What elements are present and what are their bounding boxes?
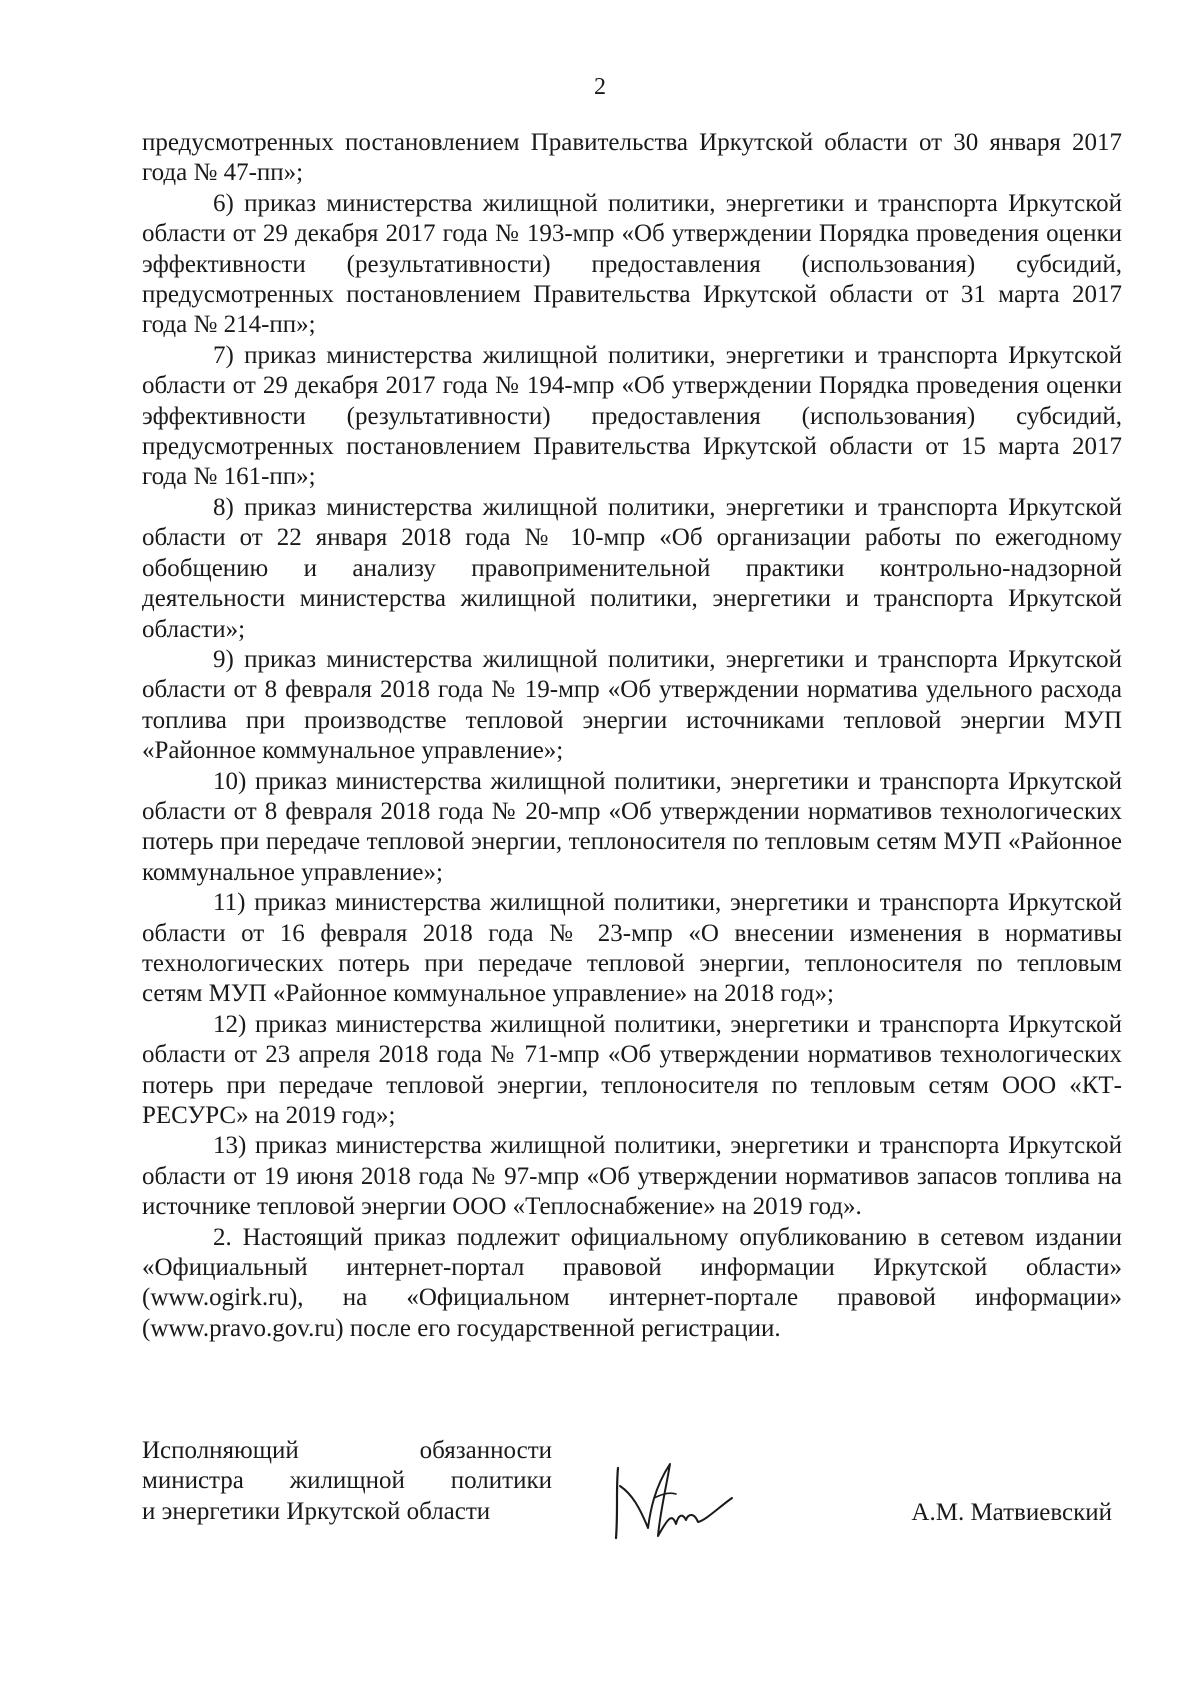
signer-position-line: Исполняющий обязанности — [142, 1437, 552, 1464]
paragraph-item-13: 13) приказ министерства жилищной политики, энергетики и транспорта Иркутской области от 19 июня 2018 года № 97-мпр «Об утверждении нормативов запасов топлива на источнике тепловой энергии ООО «Теплоснабжение» на 2019 год». — [142, 1132, 1122, 1221]
handwritten-signature — [610, 1458, 740, 1548]
paragraph-item-11: 11) приказ министерства жилищной политики, энергетики и транспорта Иркутской области от 16 февраля 2018 года № 23-мпр «О внесении изменения в нормативы технологических потерь при передаче тепловой энергии, теплоносителя по тепловым сетям МУП «Районное коммунальное управление» на 2018 год»; — [142, 889, 1122, 1008]
signer-position-line: и энергетики Иркутской области — [142, 1497, 491, 1525]
paragraph-item-10: 10) приказ министерства жилищной политики, энергетики и транспорта Иркутской области от 8 февраля 2018 года № 20-мпр «Об утверждении нормативов технологических потерь при передаче тепловой энергии, теплоносителя по тепловым сетям МУП «Районное коммунальное управление»; — [142, 767, 1122, 886]
paragraph-item-7: 7) приказ министерства жилищной политики, энергетики и транспорта Иркутской области от 29 декабря 2017 года № 194-мпр «Об утверждении Порядка проведения оценки эффективности (результативности) предоставления (использования) субсидий, предусмотренных постановлением Правительства Иркутской области от 15 марта 2017 года № 161-пп»; — [142, 341, 1122, 491]
paragraph-item-8: 8) приказ министерства жилищной политики, энергетики и транспорта Иркутской области от 22 января 2018 года № 10-мпр «Об организации работы по ежегодному обобщению и анализу правоприменительной практики контрольно-надзорной деятельности министерства жилищной политики, энергетики и транспорта Иркутской области»; — [142, 493, 1122, 643]
paragraph-item-6: 6) приказ министерства жилищной политики, энергетики и транспорта Иркутской области от 29 декабря 2017 года № 193-мпр «Об утверждении Порядка проведения оценки эффективности (результативности) предоставления (использования) субсидий, предусмотренных постановлением Правительства Иркутской области от 31 марта 2017 года № 214-пп»; — [142, 189, 1122, 339]
signer-position — [142, 1436, 552, 1527]
document-body — [142, 128, 1122, 1344]
paragraph-section-2: 2. Настоящий приказ подлежит официальному опубликованию в сетевом издании «Официальный интернет-портал правовой информации Иркутской области» (www.ogirk.ru), на «Официальном интернет-портале правовой информации» (www.pravo.gov.ru) после его государственной регистрации. — [142, 1223, 1122, 1342]
page-number: 2 — [594, 74, 606, 100]
paragraph-continuation: предусмотренных постановлением Правительства Иркутской области от 30 января 2017 года № 47-пп»; — [142, 129, 1122, 187]
signature-block — [142, 1436, 1122, 1576]
signer-name: А.М. Матвиевский — [911, 1499, 1112, 1526]
signer-position-line: министра жилищной политики — [142, 1467, 552, 1495]
paragraph-item-12: 12) приказ министерства жилищной политики, энергетики и транспорта Иркутской области от 23 апреля 2018 года № 71-мпр «Об утверждении нормативов технологических потерь при передаче тепловой энергии, теплоносителя по тепловым сетям ООО «КТ-РЕСУРС» на 2019 год»; — [142, 1010, 1122, 1129]
paragraph-item-9: 9) приказ министерства жилищной политики, энергетики и транспорта Иркутской области от 8 февраля 2018 года № 19-мпр «Об утверждении норматива удельного расхода топлива при производстве тепловой энергии источниками тепловой энергии МУП «Районное коммунальное управление»; — [142, 645, 1122, 765]
